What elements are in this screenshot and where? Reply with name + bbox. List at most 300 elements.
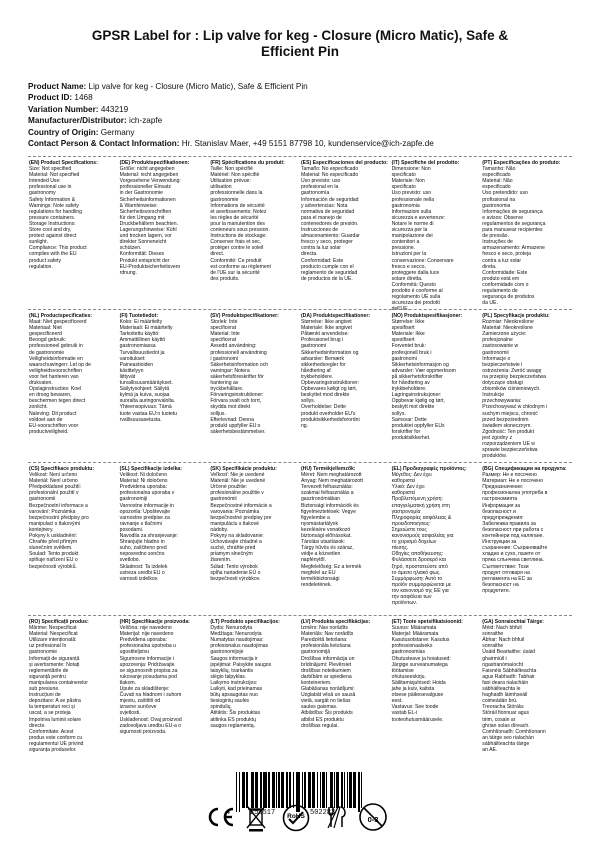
spec-line: para el manejo de	[300, 214, 342, 221]
spec-heading: (DE) Produktspezifikationen:	[119, 160, 190, 166]
spec-line: protéger contre le soleil	[210, 245, 264, 252]
spec-line: napfénytől.	[300, 557, 326, 564]
spec-line: und trocken lagern, vor	[119, 233, 172, 240]
spec-line: Bezpečnostné informácie a	[210, 502, 272, 509]
spec-line: Tárolási utasítások:	[300, 539, 346, 546]
spec-line: Πληροφορίες ασφάλειας &	[391, 514, 452, 521]
spec-line: drošības regulai.	[300, 722, 339, 729]
age-label: 0-3	[367, 815, 379, 824]
spec-line: Material: Nespecificat	[29, 631, 78, 638]
spec-line: Méid: Nach bhfuil	[482, 625, 522, 632]
barcode-bar	[246, 772, 247, 808]
spec-line: Rozmiar: Nieokreślone	[482, 319, 534, 326]
spec-line: Laikyti, kad prieinamas	[210, 686, 263, 693]
spec-line: profesional en la	[300, 184, 339, 191]
spec-line: împotriva luminii solare	[29, 716, 82, 723]
spec-line: безопасност при работа с	[482, 526, 544, 533]
spec-line: specificerat	[210, 337, 237, 344]
spec-cell	[481, 313, 572, 459]
spec-line: Προβλεπόμενη χρήση:	[391, 496, 443, 503]
divider	[28, 615, 572, 616]
spec-line: gastronomii	[29, 496, 56, 503]
spec-cell	[119, 313, 210, 459]
spec-line: Size: Not specified	[29, 166, 72, 173]
spec-cell	[28, 619, 119, 753]
spec-line: Oppbevar kjølig og tørt,	[391, 398, 445, 405]
spec-line: продуктите.	[482, 587, 511, 594]
spec-line: conformidade com o	[482, 281, 529, 288]
spec-line: Uzglabāt vēsā un sausā	[300, 692, 356, 699]
spec-line: Forventet bruk:	[391, 343, 426, 350]
spec-cell	[391, 466, 482, 606]
barcode-bar	[293, 772, 294, 808]
spec-line: Samsvar: Dette	[391, 416, 427, 423]
spec-heading: (SV) Produktspecifikationer:	[210, 313, 279, 319]
spec-line: Súlad: Tento výrobok	[210, 563, 258, 570]
spec-line: conteneurs sous pression.	[210, 227, 270, 234]
spec-line: Größe: nicht angegeben	[119, 166, 175, 173]
spec-line: bezpečnosti výrobkov.	[210, 575, 261, 582]
spec-line: gastronomy	[29, 190, 56, 197]
spec-line: Ohutusteave ja hoiatused:	[391, 655, 451, 662]
spec-cell	[28, 313, 119, 459]
spec-line: Μέγεθος: Δεν έχει	[391, 472, 432, 479]
spec-line: directa.	[300, 251, 318, 258]
spec-line: Material: No especificado	[300, 172, 359, 179]
spec-line: Σημειώστε τους	[391, 526, 427, 533]
spec-cell	[119, 619, 210, 753]
spec-line: für den Umgang mit	[119, 214, 165, 221]
spec-line: gastronómii	[210, 496, 237, 503]
spec-line: Velikost: Není určeno	[29, 472, 78, 479]
spec-line: direta.	[482, 263, 497, 270]
spec-line: tooteohutusmäärusele.	[391, 716, 444, 723]
spec-row-1	[28, 160, 572, 312]
spec-line: Materiał: Nieokreślone	[482, 325, 533, 332]
spec-line: saugos reglamentą.	[210, 722, 256, 729]
country-row: Country of Origin: Germany	[28, 127, 135, 137]
spec-line: Comhlíonadh: Comhlíonann	[482, 728, 546, 735]
spec-line: Store cool and dry,	[29, 227, 72, 234]
spec-heading: (SK) Špecifikácie produktu:	[210, 466, 277, 472]
spec-cell	[119, 160, 210, 312]
spec-line: professionale nella	[391, 196, 435, 203]
spec-heading: (FI) Tuotetiedot:	[119, 313, 159, 319]
barcode-bar	[313, 772, 314, 808]
spec-line: sub presiune.	[29, 686, 60, 693]
spec-line: produktsikkerhedsforordni	[300, 416, 360, 423]
spec-line: profesionalna uporaba v	[119, 490, 175, 497]
spec-line: gastronomijoje	[210, 649, 244, 656]
spec-line: Yhteensopivuus: Tämä	[119, 404, 172, 411]
spec-line: Instruções de	[482, 239, 513, 246]
spec-line: sollys.	[391, 410, 406, 417]
spec-line: Naleving: Dit product	[29, 410, 77, 417]
spec-line: Материал: Не е посочено	[482, 478, 543, 485]
spec-line: Uso previsto: uso	[391, 190, 431, 197]
spec-line: la temperaturi reci și	[29, 704, 75, 711]
spec-line: Lagerungshinweise: Kühl	[119, 227, 177, 234]
spec-line: priamym slnečným	[210, 551, 253, 558]
spec-line: splňuje nařízení EU o	[29, 557, 78, 564]
spec-line: Uchovávajte chladné a	[210, 539, 262, 546]
barcode-bar	[260, 772, 261, 808]
spec-line: nyomástartályok	[300, 520, 339, 527]
barcode-bar	[317, 772, 318, 808]
spec-line: Conformitate: Acest	[29, 728, 74, 735]
spec-line: advarsler: Vær oppmerksom	[391, 367, 456, 374]
spec-line: Materiāls: Nav norādīts	[300, 631, 354, 638]
spec-line: produs este conform cu	[29, 734, 83, 741]
spec-line: beschermen tegen direct	[29, 398, 86, 405]
spec-line: produkt overholder EU's	[300, 410, 356, 417]
spec-line: προϊόν συμμορφώνεται με	[391, 581, 452, 588]
barcode-bar	[278, 772, 279, 808]
barcode-bar	[286, 772, 287, 808]
spec-line: directe.	[29, 722, 46, 729]
spec-line: Υλικό: Δεν έχει	[391, 484, 425, 491]
spec-line: Upute za skladištenje:	[119, 686, 170, 693]
age-warning-icon	[358, 802, 388, 832]
spec-line: Instrukcje	[482, 392, 505, 399]
barcode-bar	[304, 772, 305, 808]
food-safe-icon	[324, 804, 350, 830]
spec-line: Tamanho: Não	[482, 166, 516, 173]
spec-line: Förvaringsinstruktioner:	[210, 392, 264, 399]
spec-line: Sicherheitsvorschriften	[119, 208, 172, 215]
spec-line: Pokyny na skladovanie:	[210, 533, 264, 540]
spec-line: normativa de seguridad	[300, 208, 355, 215]
spec-line: Konformität: Dieses	[119, 251, 165, 258]
spec-line: Megfelelőség: Ez a termék	[300, 563, 362, 570]
spec-line: pressione.	[391, 245, 416, 252]
spec-line: gastronomiji	[119, 496, 148, 503]
spec-line: nádoby.	[210, 526, 229, 533]
spec-line: καθοριστεί	[391, 490, 416, 497]
barcode-bar	[276, 772, 277, 808]
spec-line: την ασφάλεια των	[391, 593, 432, 600]
spec-line: πίεσης.	[391, 545, 409, 552]
spec-line: sicurezza dei prodotti	[391, 300, 440, 307]
spec-line: Beoogd gebruik:	[29, 337, 67, 344]
spec-line: atitinka ES produktų	[210, 716, 256, 723]
spec-line: voor het hanteren van	[29, 373, 79, 380]
spec-line: suoralta auringonvalolta.	[119, 398, 176, 405]
spec-line: Zamierzone użycie:	[482, 331, 527, 338]
product-id-row: Product ID: 1468	[28, 93, 93, 103]
spec-line: Shranjujte hladno in	[119, 539, 165, 546]
spec-line: Информация за	[482, 502, 521, 509]
spec-line: veiligheidsvoorschriften	[29, 367, 82, 374]
spec-line: tiesioginių saulės	[210, 698, 250, 705]
spec-line: profissional na	[482, 196, 516, 203]
spec-line: контейнери под налягане.	[482, 533, 544, 540]
spec-line: profesionalna upotreba u	[119, 643, 177, 650]
spec-line: bezpečnostné predpisy pre	[210, 514, 272, 521]
spec-line: Predvidena uporaba:	[119, 484, 167, 491]
spec-line: hantering av	[210, 380, 239, 387]
spec-line: gastronomie	[29, 649, 58, 656]
spec-line: Materiál: Není určeno	[29, 478, 78, 485]
spec-line: agus Rabhadh: Tabhair	[482, 673, 535, 680]
spec-line: rvallisuusasetusta.	[119, 416, 162, 423]
spec-line: figyelembe a	[300, 514, 330, 521]
spec-row-2	[28, 313, 572, 459]
spec-line: slėgio talpyklas.	[210, 673, 247, 680]
spec-line: reglementările de	[29, 667, 69, 674]
spec-line: Paineastioiden	[119, 361, 154, 368]
spec-line: Čuvati na hladnom i suhom	[119, 692, 182, 699]
divider	[28, 309, 572, 310]
spec-line: безопасност на	[482, 581, 519, 588]
spec-line: τον κανονισμό της ΕΕ για	[391, 587, 449, 594]
spec-line: Navodila za shranjevanje:	[119, 533, 178, 540]
spec-line: безопасност и	[482, 508, 516, 515]
spec-line: Предназначение:	[482, 484, 524, 491]
spec-line: et avertissements: Notez	[210, 208, 267, 215]
spec-line: Sikkerhetsinformasjon og	[391, 361, 449, 368]
spec-line: voldoet aan de	[29, 416, 63, 423]
spec-heading: (LV) Produkta specifikācijas:	[300, 619, 371, 625]
spec-line: especificado	[482, 172, 511, 179]
spec-line: tlakom.	[119, 679, 137, 686]
spec-line: регламента на ЕС за	[482, 575, 532, 582]
spec-line: Materiale: Non	[391, 178, 425, 185]
spec-line: Tamaño: No especificado	[300, 166, 359, 173]
spec-line: sicurezza per la	[391, 227, 428, 234]
spec-line: spĺňa nariadenie EÚ o	[210, 569, 261, 576]
spec-line: konteineriem.	[300, 679, 332, 686]
spec-line: utilisation	[210, 184, 232, 191]
spec-line: Ábhar: Nach bhfuil	[482, 637, 525, 644]
spec-line: szakmai felhasználás a	[300, 490, 354, 497]
spec-line: хладно и сухо, пазете от	[482, 551, 541, 558]
spec-line: megfelel az EU	[300, 569, 336, 576]
spec-line: съхранение: Съхранявайте	[482, 545, 548, 552]
barcode-digit-first: 4	[226, 809, 231, 817]
spec-line: contenitori a	[391, 239, 420, 246]
spec-line: προειδοποιήσεις:	[391, 520, 431, 527]
spec-line: regolamento UE sulla	[391, 294, 441, 301]
spec-line: Material: Ni določeno	[119, 478, 168, 485]
spec-line: ohutuseeskirju.	[391, 673, 426, 680]
spec-line: Informações de segurança	[482, 208, 543, 215]
spec-line: håndtering af	[300, 367, 331, 374]
spec-line: opozorila: Upoštevajte	[119, 508, 171, 515]
spec-line: Úsáid Beartaithe: úsáid	[482, 649, 535, 656]
spec-line: το άμεσο ηλιακό φως.	[391, 569, 441, 576]
spec-line: Atbilstība: Šis produkts	[300, 710, 353, 717]
spec-line: Skladnost: Ta izdelek	[119, 563, 168, 570]
spec-line: EU-Produktsicherheitsvero	[119, 263, 181, 270]
spec-line: Información de seguridad	[300, 196, 359, 203]
spec-line: Συμμόρφωση: Αυτό το	[391, 575, 443, 582]
spec-heading: (FR) Spécifications du produit:	[210, 160, 285, 166]
spec-row-4	[28, 619, 572, 753]
spec-line: figyelmeztetések: Vegye	[300, 508, 356, 515]
spec-line: para manusear recipientes	[482, 227, 543, 234]
spec-line: produktsikkerhet.	[391, 434, 431, 441]
spec-line: Säilytysohjeet: Säilytä	[119, 386, 170, 393]
spec-cell	[300, 160, 391, 312]
spec-line: gespecificeerd	[29, 331, 62, 338]
spec-line: Usklađenost: Ovaj proizvod	[119, 716, 182, 723]
spec-heading: (BG) Спецификации на продукта:	[482, 466, 567, 472]
spec-heading: (PT) Especificações do produto:	[482, 160, 561, 166]
page-title: GPSR Label for : Lip valve for keg - Closure (Micro Matic), Safe & Efficient Pin	[91, 28, 509, 59]
spec-line: Dimensione: Non	[391, 166, 431, 173]
spec-line: gastronomia	[391, 202, 420, 209]
spec-line: Treoracha Stórála:	[482, 704, 525, 711]
spec-line: profesjonell bruk i	[391, 349, 432, 356]
spec-line: Tervezett felhasználás:	[300, 484, 353, 491]
spec-line: de l'UE sur la sécurité	[210, 269, 260, 276]
spec-line: Instructions de stockage:	[210, 233, 267, 240]
spec-cell	[481, 619, 572, 753]
spec-line: specificato	[391, 184, 416, 191]
spec-line: Veiligheidsinformatie en	[29, 355, 83, 362]
spec-line: gastronomi	[300, 343, 327, 350]
ce-mark-icon	[206, 806, 236, 828]
spec-line: Istruzioni per la	[391, 251, 427, 258]
spec-line: brīdinājumi: Pievērsiet	[300, 661, 352, 668]
spec-line: przechowywania:	[482, 398, 522, 405]
spec-line: gastronomia	[482, 202, 511, 209]
spec-cell	[391, 619, 482, 753]
spec-line: ustreza uredbi EU o	[119, 569, 165, 576]
spec-line: Размер: Не е посочено	[482, 472, 537, 479]
spec-line: Warnings: Note safety	[29, 202, 79, 209]
spec-heading: (SL) Specifikacije izdelka:	[119, 466, 182, 472]
spec-line: žiarením.	[210, 557, 232, 564]
product-info	[28, 81, 588, 149]
spec-line: direct.	[210, 251, 225, 258]
spec-line: bezpieczeństwie i	[482, 361, 523, 368]
spec-line: upozorenja: Pridržavajte	[119, 661, 175, 668]
spec-line: Druckbehältern beachten.	[119, 220, 178, 227]
barcode-bar	[347, 772, 348, 808]
barcode-bar	[273, 772, 274, 808]
spec-line: Určené použitie:	[210, 484, 248, 491]
spec-line: atbilst ES produktu	[300, 716, 344, 723]
spec-line: säkerhetsföreskrifter för	[210, 373, 264, 380]
spec-line: manipulaci s tlakovými	[29, 520, 80, 527]
spec-line: prodotto è conforme al	[391, 287, 443, 294]
spec-line: κανονισμούς ασφαλείας για	[391, 533, 454, 540]
spec-line: armazenamento: Armazene	[482, 245, 545, 252]
spec-line: kezelésére vonatkozó	[300, 526, 351, 533]
spec-line: segurança de produtos	[482, 294, 535, 301]
spec-heading: (NO) Produktspesifikasjoner:	[391, 313, 463, 319]
spec-line: an táirge seo rialachán	[482, 734, 534, 741]
spec-line: sprawie bezpieczeństwa	[482, 447, 538, 454]
spec-line: proteggere dalla luce	[391, 269, 440, 276]
divider	[28, 462, 572, 463]
spec-line: rukovanje posudama pod	[119, 673, 177, 680]
spec-line: Materiaali: Ei määritelty	[119, 325, 173, 332]
spec-line: almacenamiento: Guardar	[300, 233, 360, 240]
spec-line: Informații de siguranță	[29, 655, 80, 662]
spec-line: Predviđena uporaba:	[119, 637, 167, 644]
spec-line: światłem słonecznym.	[482, 422, 532, 429]
spec-line: Drošības informācija un	[300, 655, 355, 662]
spec-line: e avisos: Observe	[482, 214, 524, 221]
spec-line: da UE.	[482, 300, 498, 307]
spec-line: spindulių.	[210, 704, 232, 711]
spec-line: produto está em	[482, 275, 520, 282]
spec-line: Storage Instructions:	[29, 220, 76, 227]
spec-line: protect against direct	[29, 233, 77, 240]
spec-line: professionell användning	[210, 349, 267, 356]
rohs-icon	[282, 804, 310, 832]
spec-heading: (ET) Toote spetsifikatsioonid:	[391, 619, 463, 625]
spec-line: Glabāšanas norādījumi:	[300, 686, 355, 693]
spec-cell	[481, 160, 572, 312]
spec-line: професионална употреба в	[482, 490, 548, 497]
spec-line: depozitare: A se păstra	[29, 698, 81, 705]
spec-line: gastronoomias	[391, 649, 426, 656]
spec-line: professionaalseks	[391, 643, 433, 650]
contact-row: Contact Person & Contact Information: Hr. Stanislav Maer, +49 5151 87798 10, kundenservice@ich-zapfe.de	[28, 139, 434, 149]
spec-line: kontejnery.	[29, 526, 54, 533]
spec-line: Opslaginstructies: Koel	[29, 386, 82, 393]
spec-line: Ammattillinen käyttö	[119, 337, 166, 344]
spec-line: το χειρισμό δοχείων	[391, 539, 437, 546]
spec-line: Påtænkt anvendelse:	[300, 331, 349, 338]
spec-cell	[28, 160, 119, 312]
spec-line: izravne sunčeve	[119, 704, 157, 711]
spec-cell	[209, 160, 300, 312]
spec-line: Materjal: Määramata	[391, 631, 439, 638]
spec-line: și avertismente: Notați	[29, 661, 80, 668]
spec-line: ng.	[300, 422, 309, 429]
barcode-bar	[323, 772, 324, 808]
spec-line: Opbevaringsinstruktioner:	[300, 380, 360, 387]
spec-line: suché, chráňte pred	[210, 545, 256, 552]
spec-line: des produits.	[210, 275, 240, 282]
spec-heading: (NL) Productspecificaties:	[29, 313, 93, 319]
spec-line: Storlek: Inte	[210, 319, 238, 326]
spec-line: gastronomijā	[300, 649, 331, 656]
spec-line: Materiaal: Niet	[29, 325, 62, 332]
spec-line: svetlobo.	[119, 557, 141, 564]
spec-line: Předpokládané použití:	[29, 484, 82, 491]
spec-line: Sikkerhedsinformation og	[300, 349, 359, 356]
spec-line: produktet oppfyller EUs	[391, 422, 445, 429]
spec-line: de pressão.	[482, 233, 509, 240]
spec-line: på sikkerhetsforskrifter	[391, 373, 443, 380]
spec-line: taisyklių, tvarkantis	[210, 667, 254, 674]
spec-line: manipularea containerelor	[29, 679, 88, 686]
spec-line: darbībām ar spiediena	[300, 673, 352, 680]
spec-line: Materiale: Ikke angivet	[300, 325, 352, 332]
spec-line: i gastronomi	[210, 355, 239, 362]
spec-line: Uso pretendido: uso	[482, 190, 528, 197]
spec-line: vastab EL-i	[391, 710, 418, 717]
spec-line: gastronomía	[300, 190, 330, 197]
spec-line: Instrucțiuni de	[29, 692, 61, 699]
spec-line: Vastavus: See toode	[391, 704, 439, 711]
spec-line: complies with the EU	[29, 251, 77, 258]
spec-line: neposredno sončno	[119, 551, 165, 558]
spec-line: Produkt entspricht der	[119, 257, 170, 264]
spec-heading: (DA) Produktspecifikationer:	[300, 313, 371, 319]
spec-line: svjetlosti.	[119, 710, 141, 717]
spec-line: solare diretta.	[391, 275, 423, 282]
spec-line: Materiale: Ikke	[391, 331, 425, 338]
spec-line: jest zgodny z	[482, 434, 513, 441]
barcode-bar	[268, 772, 269, 808]
